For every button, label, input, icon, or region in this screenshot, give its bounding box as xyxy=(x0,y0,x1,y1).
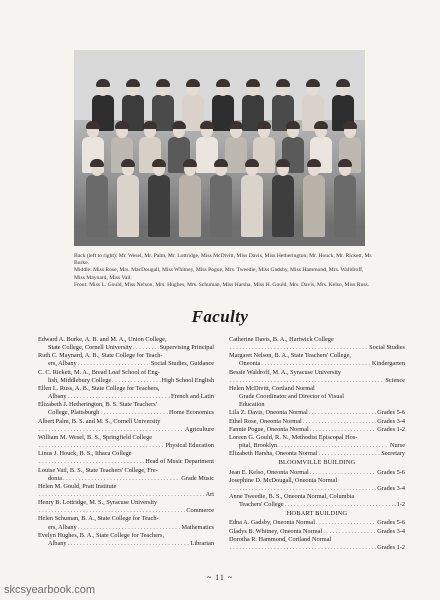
faculty-entry xyxy=(229,493,405,509)
faculty-name-line: Anne Tweedie, B. S., Oneonta Normal, Columbia xyxy=(229,492,355,500)
entry-line xyxy=(229,544,405,552)
dot-leader xyxy=(230,377,384,385)
faculty-entry xyxy=(38,401,214,417)
dot-leader xyxy=(112,377,160,385)
figure-hair xyxy=(246,79,260,87)
faculty-role: Agriculture xyxy=(184,425,214,433)
faculty-entry xyxy=(229,434,405,450)
faculty-entry xyxy=(229,352,405,368)
faculty-name-line: Jean E. Kelso, Oneonta Normal xyxy=(229,468,309,476)
entry-line xyxy=(229,426,405,434)
entry-line xyxy=(38,507,214,515)
faculty-name-line: Linus J. Houck, B. S., Ithaca College xyxy=(38,450,132,458)
faculty-name-line: Margaret Nelson, B. A., State Teachers' College, xyxy=(229,352,351,360)
entry-line xyxy=(38,483,214,491)
faculty-role: Art xyxy=(205,490,214,498)
faculty-detail-line: Grade Coordinator and Director of Visual xyxy=(239,393,344,401)
faculty-name-line: Josephine D. McDougall, Oneonta Normal xyxy=(229,476,338,484)
entry-line xyxy=(229,469,405,477)
faculty-list-right xyxy=(229,336,405,552)
faculty-detail-line: Oneonta xyxy=(239,360,261,368)
faculty-name-line: C. C. Rickett, M. A., Bread Loaf School of Eng- xyxy=(38,368,160,376)
faculty-role: Science xyxy=(385,376,405,384)
dot-leader xyxy=(39,426,184,434)
figure-hair xyxy=(183,159,197,167)
figure-body xyxy=(86,175,108,237)
figure-hair xyxy=(152,159,166,167)
faculty-entry xyxy=(229,409,405,417)
faculty-detail-line: State College, Cornell University xyxy=(48,344,132,352)
faculty-entry xyxy=(38,499,214,515)
figure-body xyxy=(210,175,232,237)
faculty-name-line: Lila Z. Davis, Oneonta Normal xyxy=(229,409,308,417)
faculty-detail-line: Education xyxy=(239,401,265,409)
faculty-role: Social Studies, Guidance xyxy=(150,360,214,368)
entry-line xyxy=(38,377,214,385)
entry-line xyxy=(38,524,214,532)
entry-line xyxy=(38,475,214,483)
dot-leader xyxy=(133,344,159,352)
entry-line xyxy=(38,336,214,344)
faculty-role: Grade Music xyxy=(181,474,214,482)
entry-line xyxy=(38,344,214,352)
dot-leader xyxy=(63,475,180,483)
figure-hair xyxy=(143,121,157,129)
faculty-name-line: Catherine Davis, B. A., Hartwick College xyxy=(229,336,334,343)
dot-leader xyxy=(68,540,190,548)
entry-line xyxy=(229,536,405,544)
entry-line xyxy=(38,540,214,548)
hobart-list xyxy=(229,519,405,552)
faculty-name-line: Ethel Rose, Oneonta Normal xyxy=(229,417,302,425)
entry-line xyxy=(229,360,405,368)
dot-leader xyxy=(278,442,389,450)
faculty-name-line: Loreen G. Gould, R. N., Methodist Episcopal Hos- xyxy=(229,433,358,441)
faculty-role: Grades 3-4 xyxy=(377,417,405,425)
entry-line xyxy=(229,401,405,409)
faculty-role: Physical Education xyxy=(165,442,214,450)
faculty-list-main xyxy=(229,336,405,458)
entry-line xyxy=(38,369,214,377)
figure-hair xyxy=(276,159,290,167)
entry-line xyxy=(229,477,405,485)
figure-hair xyxy=(229,121,243,129)
dot-leader xyxy=(230,344,368,352)
faculty-name-line: Albert Palm, B. S. and M. S., Cornell University xyxy=(38,417,161,425)
faculty-name-line: Elizabeth Harsha, Oneonta Normal xyxy=(229,450,318,458)
faculty-detail-line: lish, Middlebury College xyxy=(48,376,112,384)
caption-back-row: Back (left to right): Mr. Wesel, Mr. Palm, Mr. Lottridge, Miss McDivitt, Miss Davis, Miss Hetherington, Mr. Houck, Mr. Rickett, Mr. Burke. xyxy=(74,253,373,267)
faculty-role: High School English xyxy=(161,376,214,384)
caption-middle-row: Middle: Miss Rose, Mrs. MacDougall, Miss Whitney, Miss Pogue, Mrs. Tweedie, Miss Gadsby, Miss Hammond, Mrs. Walldroff, Miss Maynard, Miss Vail. xyxy=(74,267,364,281)
entry-line xyxy=(38,393,214,401)
faculty-name-line: Bessie Waldroff, M. A., Syracuse University xyxy=(229,368,342,376)
figure-hair xyxy=(172,121,186,129)
faculty-detail-line: pital, Brooklyn xyxy=(239,442,278,450)
dot-leader xyxy=(39,442,165,450)
faculty-detail-line: donia xyxy=(48,474,62,482)
faculty-entry xyxy=(38,352,214,368)
entry-line xyxy=(38,450,214,458)
faculty-entry xyxy=(229,369,405,385)
figure-hair xyxy=(214,159,228,167)
faculty-role: Grades 5-6 xyxy=(377,409,405,417)
faculty-role: Commerce xyxy=(186,507,214,515)
entry-line xyxy=(229,501,405,509)
faculty-role: Grades 5-6 xyxy=(377,468,405,476)
figure-body xyxy=(241,175,263,237)
entry-line xyxy=(38,458,214,466)
faculty-detail-line: College, Plattsburgh xyxy=(48,409,100,417)
faculty-name-line: Helen M. Gould, Pratt Institute xyxy=(38,482,117,490)
faculty-entry xyxy=(229,450,405,458)
faculty-entry xyxy=(38,515,214,531)
faculty-entry xyxy=(229,477,405,493)
figure-hair xyxy=(90,159,104,167)
faculty-name-line: William M. Wesel, B. S., Springfield College xyxy=(38,433,153,441)
faculty-role: Supervising Principal xyxy=(159,344,214,352)
faculty-name-line: Louise Vail, B. S., State Teachers' College, Fre- xyxy=(38,466,158,474)
figure-hair xyxy=(96,79,110,87)
figure-hair xyxy=(276,79,290,87)
faculty-entry xyxy=(229,336,405,352)
dot-leader xyxy=(230,485,376,493)
figure-hair xyxy=(314,121,328,129)
faculty-entry xyxy=(38,483,214,499)
faculty-entry xyxy=(38,434,214,450)
figure-hair xyxy=(306,79,320,87)
entry-line xyxy=(38,499,214,507)
entry-line xyxy=(38,491,214,499)
figure-hair xyxy=(336,79,350,87)
entry-line xyxy=(229,344,405,352)
faculty-entry xyxy=(229,385,405,409)
entry-line xyxy=(229,485,405,493)
figure-body xyxy=(303,175,325,237)
page-number: ~ 11 ~ xyxy=(206,573,234,582)
entry-line xyxy=(229,385,405,393)
faculty-role: Nurse xyxy=(389,442,405,450)
faculty-detail-line: Albany xyxy=(48,393,67,401)
figure-body xyxy=(117,175,139,237)
faculty-role: Kindergarten xyxy=(371,360,405,368)
dot-leader xyxy=(78,524,181,532)
dot-leader xyxy=(310,426,376,434)
entry-line xyxy=(38,418,214,426)
entry-line xyxy=(38,442,214,450)
figure-hair xyxy=(200,121,214,129)
faculty-name-line: Evelyn Hughes, B. A., State College for Teachers, xyxy=(38,531,165,539)
faculty-entry xyxy=(229,426,405,434)
faculty-role: Grades 3-4 xyxy=(377,484,405,492)
entry-line xyxy=(38,360,214,368)
faculty-role: French and Latin xyxy=(170,393,214,401)
figure-body xyxy=(334,175,356,237)
figure-hair xyxy=(307,159,321,167)
faculty-role: Social Studies xyxy=(369,344,405,352)
figure-hair xyxy=(286,121,300,129)
dot-leader xyxy=(303,418,376,426)
figure-hair xyxy=(245,159,259,167)
caption-front-row: Front: Miss L. Gould, Miss Nelson, Mrs. Hughes, Mrs. Schuman, Miss Harsha, Miss H. Gould, Mrs. Davis, Mrs. Kelso, Miss Russ. xyxy=(74,281,370,288)
faculty-group-photo xyxy=(74,50,365,246)
figure-body xyxy=(179,175,201,237)
dot-leader xyxy=(39,458,144,466)
figure-hair xyxy=(115,121,129,129)
faculty-entry xyxy=(229,519,405,527)
entry-line xyxy=(229,336,405,344)
faculty-entry xyxy=(38,418,214,434)
entry-line xyxy=(229,450,405,458)
faculty-name-line: Ruth C. Maynard, A. B., State College for Teach- xyxy=(38,352,163,360)
dot-leader xyxy=(285,501,396,509)
entry-line xyxy=(229,393,405,401)
site-watermark: skcsyearbook.com xyxy=(4,584,96,596)
faculty-entry xyxy=(38,369,214,385)
entry-line xyxy=(229,442,405,450)
faculty-name-line: Edward A. Burke, A. B. and M. A., Union College, xyxy=(38,336,167,343)
dot-leader xyxy=(316,519,376,527)
faculty-role: Secretary xyxy=(381,450,405,458)
faculty-name-line: Fannie Pogue, Oneonta Normal xyxy=(229,425,309,433)
faculty-role: 1-2 xyxy=(396,501,405,509)
faculty-detail-line: Albany xyxy=(48,539,67,547)
figure-hair xyxy=(338,159,352,167)
dot-leader xyxy=(323,528,376,536)
dot-leader xyxy=(230,544,376,552)
entry-line xyxy=(38,467,214,475)
entry-line xyxy=(38,401,214,409)
faculty-name-line: Gladys B. Whitney, Oneonta Normal xyxy=(229,527,323,535)
faculty-entry xyxy=(38,467,214,483)
faculty-entry xyxy=(229,536,405,552)
faculty-name-line: Henry B. Lottridge, M. S., Syracuse University xyxy=(38,499,158,507)
bloomville-heading: BLOOMVILLE BUILDING xyxy=(278,459,356,467)
dot-leader xyxy=(310,469,376,477)
dot-leader xyxy=(39,507,185,515)
dot-leader xyxy=(309,409,376,417)
figure-hair xyxy=(216,79,230,87)
photo-caption xyxy=(74,253,374,289)
entry-line xyxy=(229,377,405,385)
faculty-entry xyxy=(38,385,214,401)
entry-line xyxy=(38,532,214,540)
faculty-role: Home Economics xyxy=(169,409,214,417)
dot-leader xyxy=(100,409,168,417)
figure-body xyxy=(272,175,294,237)
figure-hair xyxy=(343,121,357,129)
faculty-entry xyxy=(229,469,405,477)
entry-line xyxy=(229,418,405,426)
entry-line xyxy=(229,369,405,377)
entry-line xyxy=(38,409,214,417)
dot-leader xyxy=(318,450,380,458)
entry-line xyxy=(229,434,405,442)
bloomville-list xyxy=(229,469,405,510)
figure-body xyxy=(225,137,247,173)
figure-hair xyxy=(156,79,170,87)
faculty-list-left xyxy=(38,336,214,548)
faculty-name-line: Edna A. Gadsby, Oneonta Normal xyxy=(229,519,315,527)
faculty-entry xyxy=(38,450,214,466)
faculty-role: Mathematics xyxy=(181,523,214,531)
entry-line xyxy=(38,434,214,442)
entry-line xyxy=(38,352,214,360)
faculty-role: Librarian xyxy=(190,539,214,547)
faculty-detail-line: ers, Albany xyxy=(48,523,77,531)
faculty-entry xyxy=(229,528,405,536)
dot-leader xyxy=(39,491,205,499)
faculty-role: Head of Music Department xyxy=(145,458,214,466)
faculty-name-line: Helen McDivitt, Cortland Normal xyxy=(229,384,315,392)
faculty-role: Grades 1-2 xyxy=(377,543,405,551)
faculty-entry xyxy=(229,418,405,426)
figure-hair xyxy=(257,121,271,129)
page-title: Faculty xyxy=(191,307,249,326)
faculty-name-line: Ellen L. Russ, A. B., State College for Teachers, xyxy=(38,384,160,392)
figure-hair xyxy=(186,79,200,87)
entry-line xyxy=(38,385,214,393)
entry-line xyxy=(229,409,405,417)
faculty-role: Grades 1-2 xyxy=(377,425,405,433)
dot-leader xyxy=(68,393,170,401)
faculty-entry xyxy=(38,532,214,548)
faculty-entry xyxy=(38,336,214,352)
faculty-name-line: Dorotha R. Hammond, Cortland Normal xyxy=(229,535,332,543)
entry-line xyxy=(38,426,214,434)
entry-line xyxy=(229,519,405,527)
figure-body xyxy=(148,175,170,237)
dot-leader xyxy=(261,360,371,368)
entry-line xyxy=(38,515,214,523)
hobart-heading: HOBART BUILDING xyxy=(286,510,348,518)
faculty-name-line: Elizabeth J. Hetherington, B. S. State Teachers' xyxy=(38,401,157,409)
faculty-name-line: Helen Schuman, B. A., State College for Teach- xyxy=(38,515,159,523)
faculty-detail-line: Teachers' College xyxy=(239,501,284,509)
figure-hair xyxy=(86,121,100,129)
faculty-role: Grades 5-6 xyxy=(377,519,405,527)
faculty-detail-line: ers, Albany xyxy=(48,360,77,368)
entry-line xyxy=(229,352,405,360)
entry-line xyxy=(229,493,405,501)
figure-hair xyxy=(126,79,140,87)
faculty-role: Grades 3-4 xyxy=(377,527,405,535)
figure-hair xyxy=(121,159,135,167)
dot-leader xyxy=(78,360,150,368)
entry-line xyxy=(229,528,405,536)
